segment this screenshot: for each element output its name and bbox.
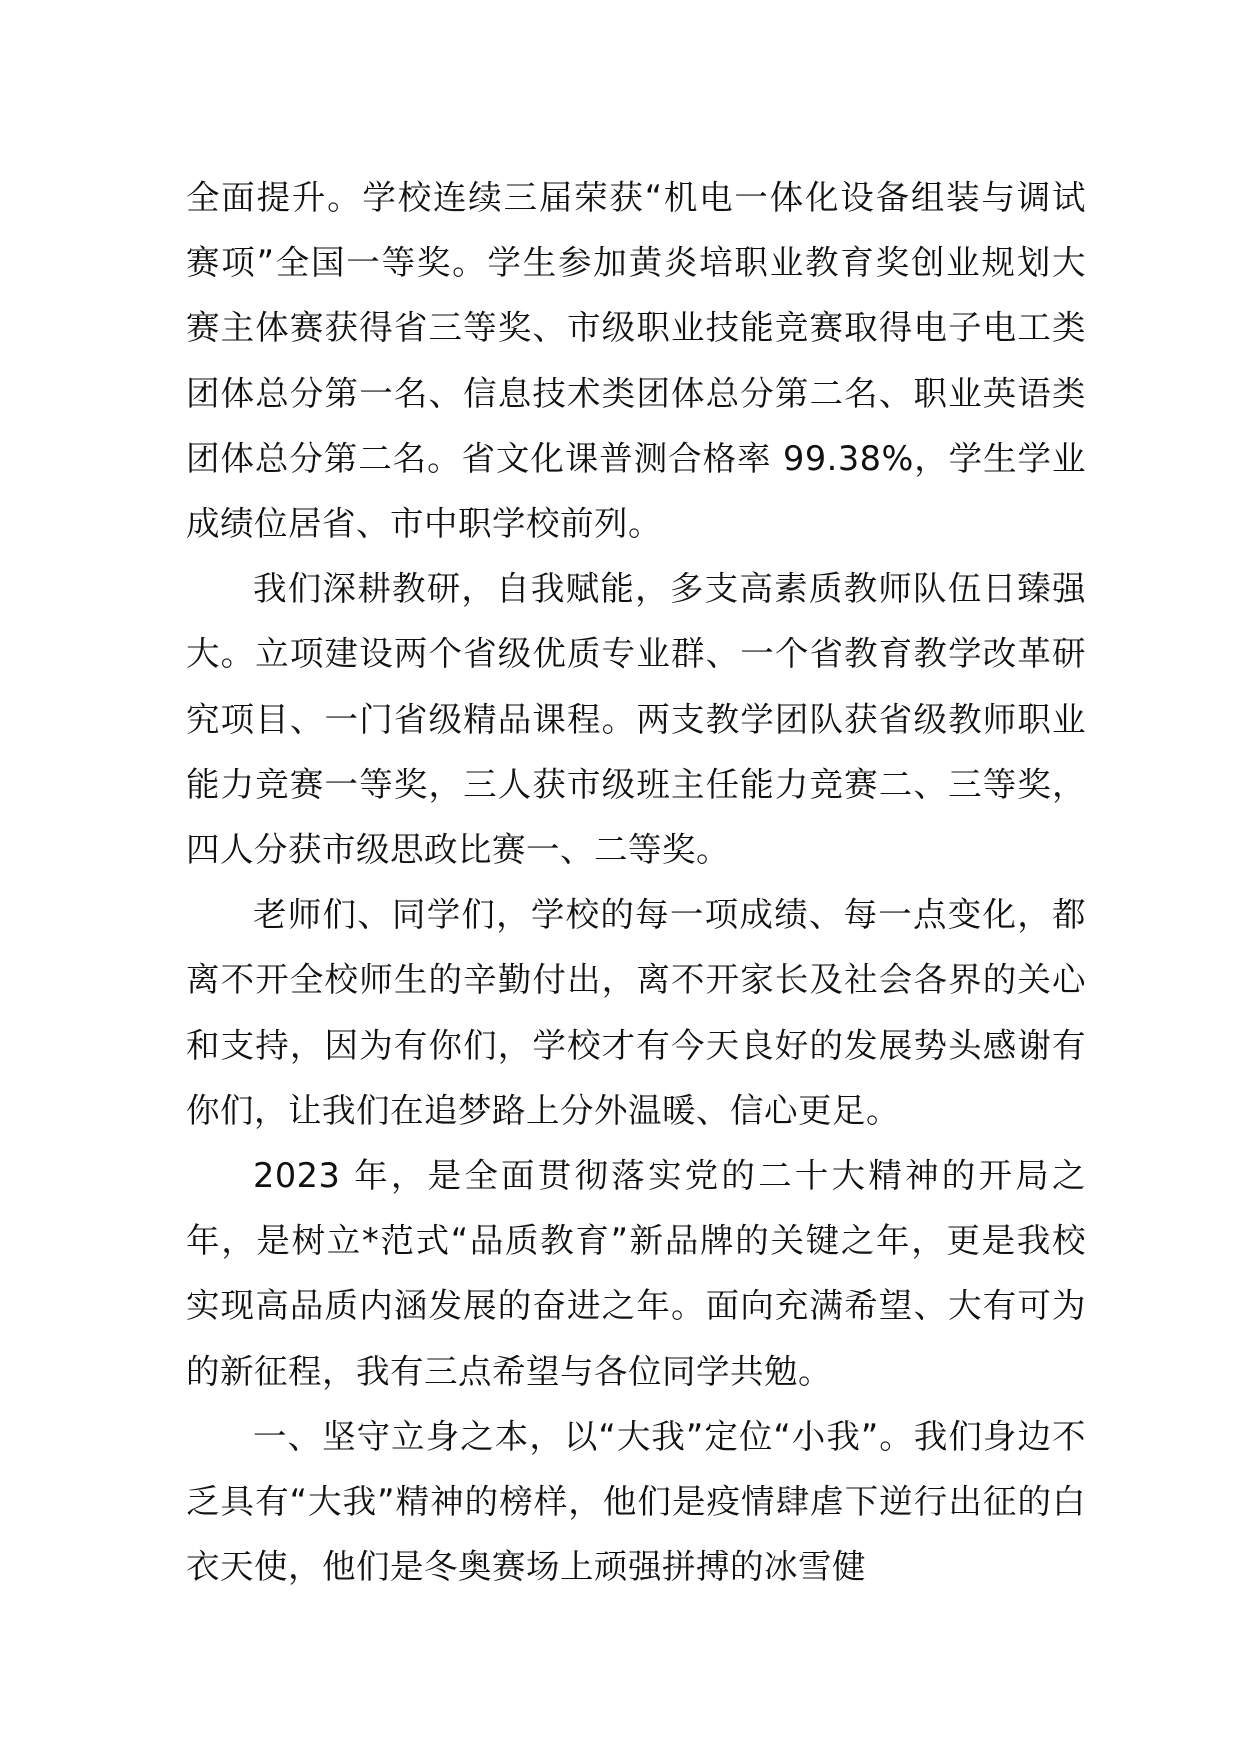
document-body (186, 165, 1086, 1599)
paragraph-1: 全面提升。学校连续三届荣获“机电一体化设备组装与调试赛项”全国一等奖。学生参加黄炎培职业教育奖创业规划大赛主体赛获得省三等奖、市级职业技能竞赛取得电子电工类团体总分第一名、信息技术类团体总分第二名、职业英语类团体总分第二名。省文化课普测合格率 99.38%，学生学业成绩位居省、市中职学校前列。 (186, 178, 1086, 544)
paragraph-5: 一、坚守立身之本，以“大我”定位“小我”。我们身边不乏具有“大我”精神的榜样，他们是疫情肆虐下逆行出征的白衣天使，他们是冬奥赛场上顽强拼搏的冰雪健 (186, 1416, 1086, 1587)
paragraph-2: 我们深耕教研，自我赋能，多支高素质教师队伍日臻强大。立项建设两个省级优质专业群、一个省教育教学改革研究项目、一门省级精品课程。两支教学团队获省级教师职业能力竞赛一等奖，三人获市级班主任能力竞赛二、三等奖，四人分获市级思政比赛一、二等奖。 (186, 569, 1086, 870)
paragraph-4: 2023 年，是全面贯彻落实党的二十大精神的开局之年，是树立*范式“品质教育”新品牌的关键之年，更是我校实现高品质内涵发展的奋进之年。面向充满希望、大有可为的新征程，我有三点希望与各位同学共勉。 (186, 1156, 1086, 1391)
paragraph-3: 老师们、同学们，学校的每一项成绩、每一点变化，都离不开全校师生的辛勤付出，离不开家长及社会各界的关心和支持，因为有你们，学校才有今天良好的发展势头感谢有你们，让我们在追梦路上分外温暖、信心更足。 (186, 895, 1086, 1130)
